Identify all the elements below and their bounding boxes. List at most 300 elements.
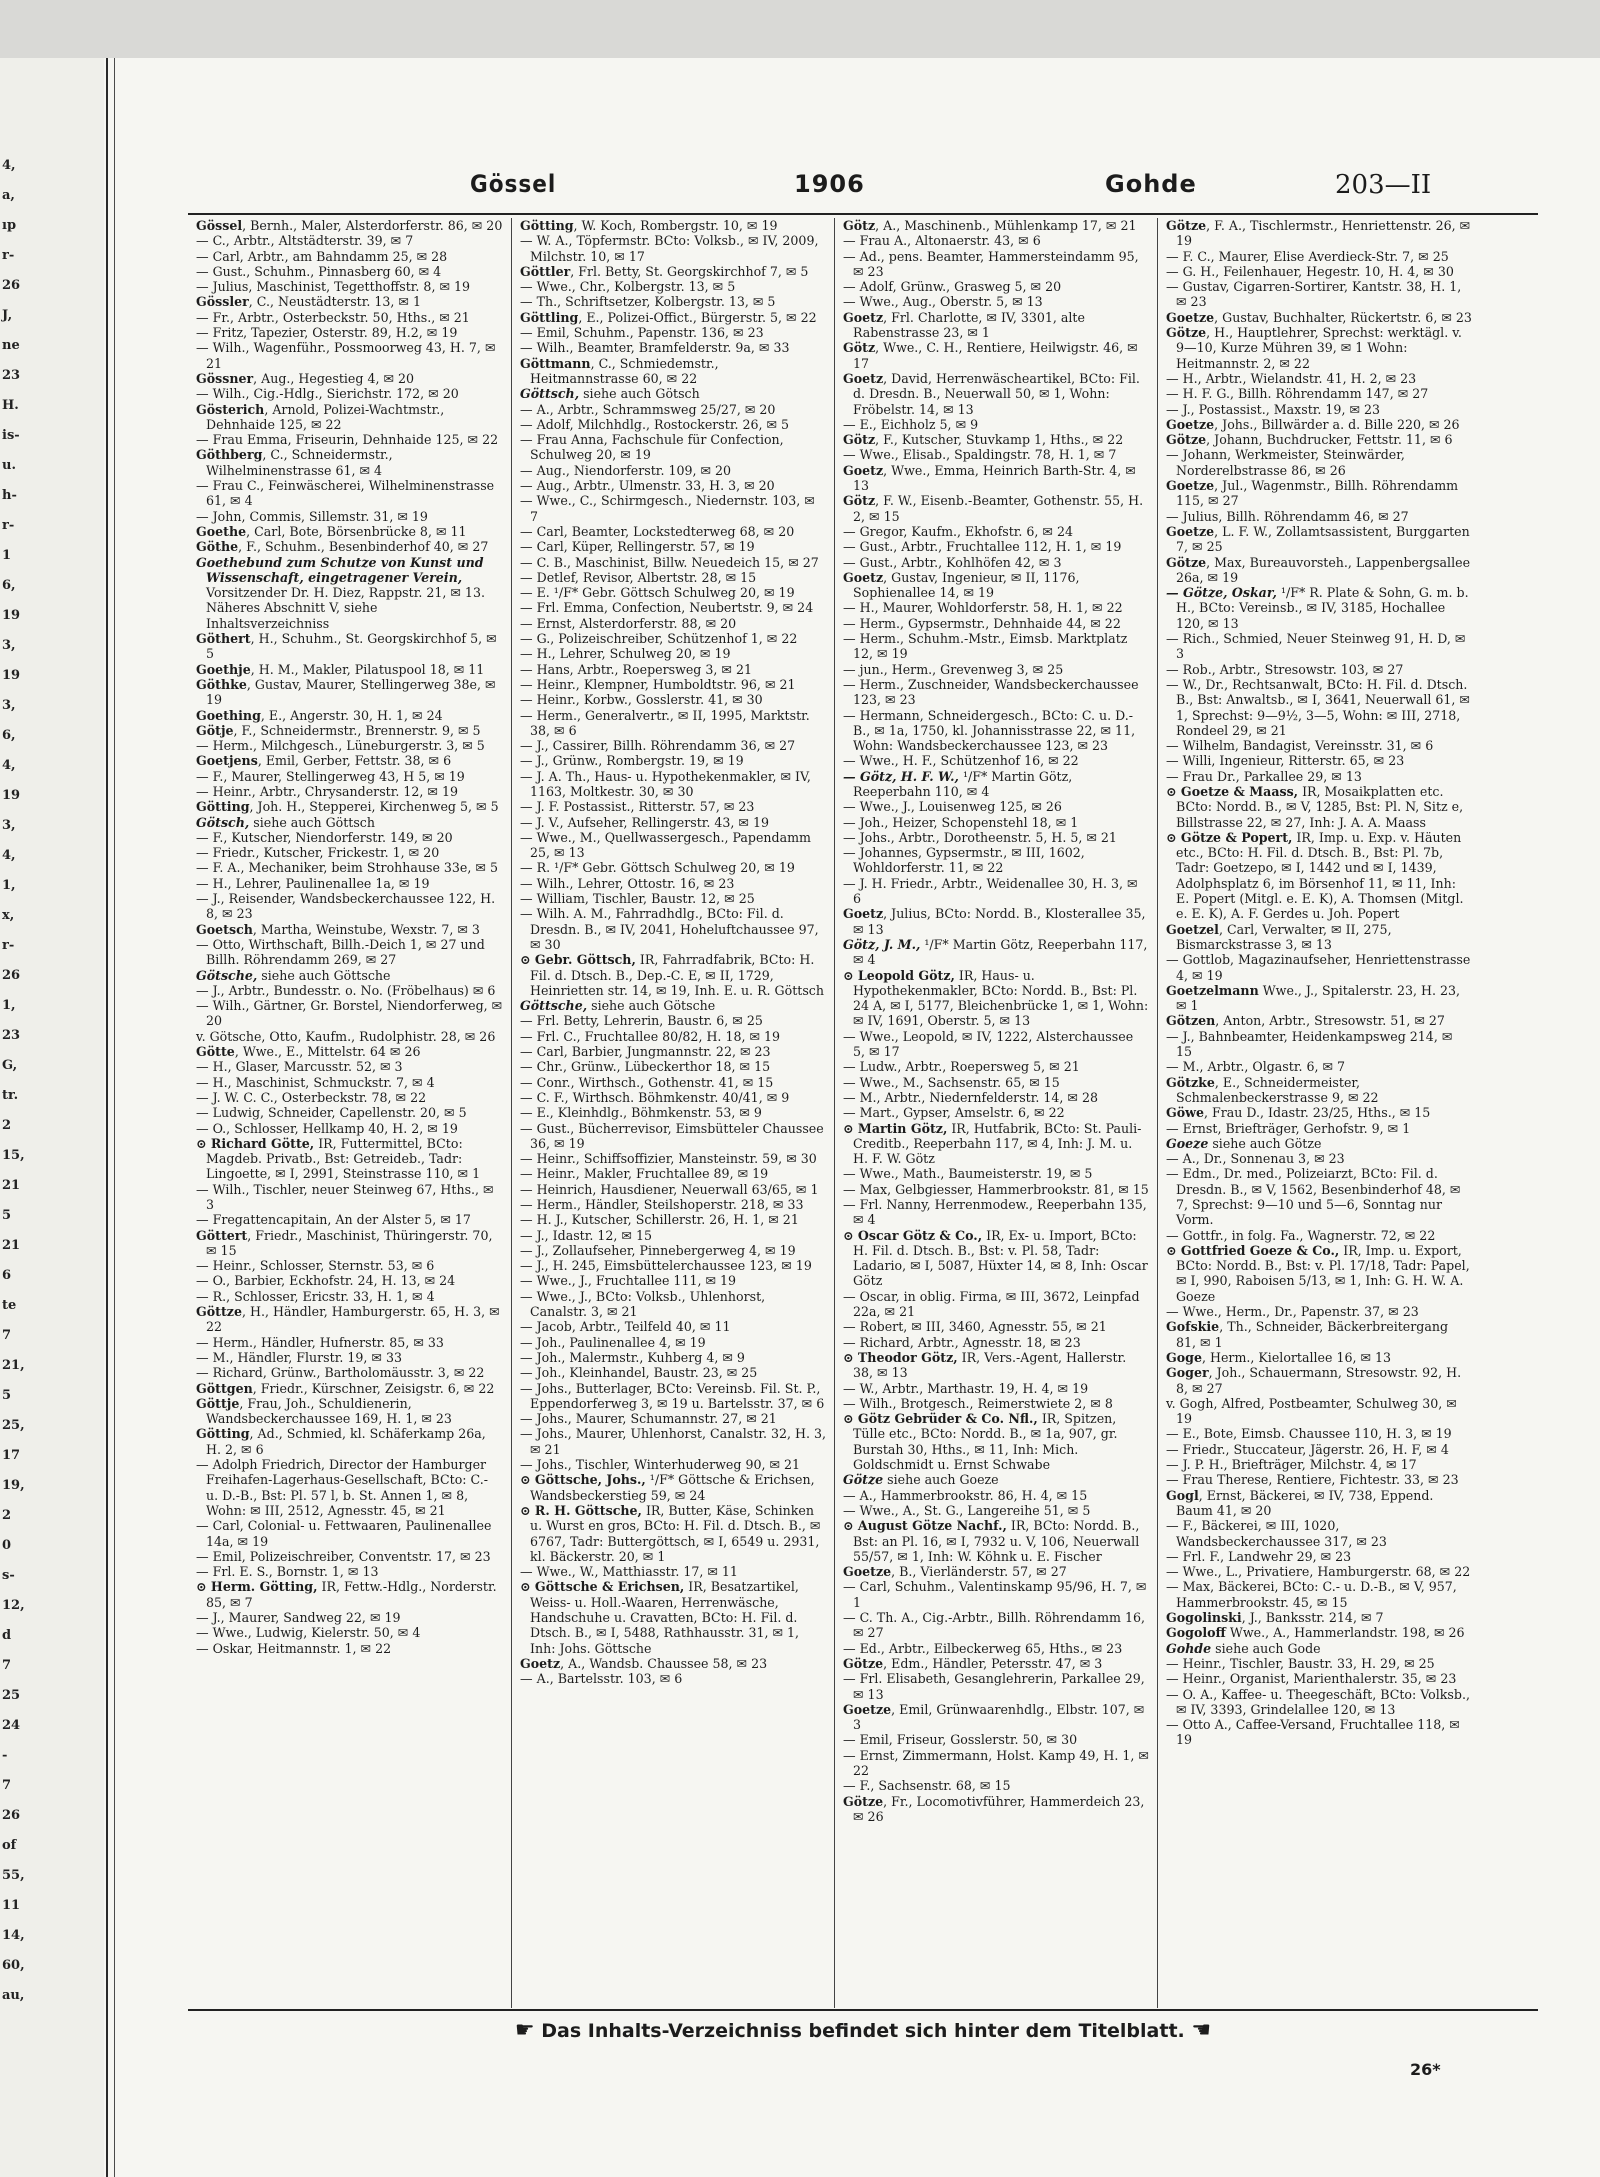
entry-name: Gogl	[1166, 1487, 1199, 1503]
directory-entry	[843, 1518, 1149, 1564]
directory-columns	[188, 218, 1538, 2008]
entry-details: — Wilh. A. M., Fahrradhdlg., BCto: Fil. d. Dresdn. B., ✉ IV, 2041, Hoheluftchaussee 97, ✉ 30	[520, 906, 819, 952]
directory-entry	[843, 600, 1149, 615]
directory-page	[148, 58, 1538, 2177]
directory-entry	[196, 294, 503, 309]
entry-details: — J., Cassirer, Billh. Röhrendamm 36, ✉ 27	[520, 738, 796, 754]
edge-fragment: 3,	[2, 638, 16, 653]
entry-details: IR, Fettw.-Hdlg., Norderstr. 85, ✉ 7	[206, 1579, 497, 1610]
directory-entry	[1166, 830, 1472, 922]
directory-entry	[196, 264, 503, 279]
directory-entry	[196, 1350, 503, 1365]
pointing-hand-left-icon: ☛	[514, 2018, 535, 2043]
sheet-number: 26*	[1410, 2060, 1441, 2079]
directory-entry	[843, 340, 1149, 371]
entry-details: — jun., Herm., Grevenweg 3, ✉ 25	[843, 661, 1064, 677]
directory-entry	[520, 555, 826, 570]
directory-entry	[843, 1748, 1149, 1779]
entry-details: , C., Neustädterstr. 13, ✉ 1	[248, 294, 421, 310]
column-4	[1157, 218, 1480, 2008]
directory-entry	[1166, 1151, 1472, 1166]
directory-entry	[1166, 1656, 1472, 1671]
directory-entry	[520, 294, 826, 309]
entry-details: — Frl. Betty, Lehrerin, Baustr. 6, ✉ 25	[520, 1013, 763, 1029]
directory-entry	[196, 218, 503, 233]
edge-fragment: 19	[2, 788, 21, 803]
edge-fragment: J,	[2, 308, 13, 323]
directory-entry	[196, 815, 503, 830]
entry-name: Göttmann	[520, 355, 591, 371]
entry-name: ⊙ Gebr. Göttsch,	[520, 952, 636, 968]
entry-details: , Friedr., Kürschner, Zeisigstr. 6, ✉ 22	[252, 1380, 495, 1396]
directory-entry	[196, 524, 503, 539]
entry-name: Goethje	[196, 661, 251, 677]
edge-fragment: 6,	[2, 728, 16, 743]
edge-fragment: 19	[2, 608, 21, 623]
column-3	[834, 218, 1157, 2008]
entry-details: — Rob., Arbtr., Stresowstr. 103, ✉ 27	[1166, 661, 1404, 677]
directory-entry	[196, 1090, 503, 1105]
directory-entry	[843, 708, 1149, 754]
directory-entry	[196, 539, 503, 554]
edge-fragment: 7	[2, 1328, 12, 1343]
entry-name: ⊙ Herm. Götting,	[196, 1579, 318, 1595]
directory-entry	[520, 1319, 826, 1334]
directory-entry	[843, 937, 1149, 968]
entry-details: — J., H. 245, Eimsbüttelerchaussee 123, ✉ 19	[520, 1258, 812, 1274]
entry-details: — C., Arbtr., Altstädterstr. 39, ✉ 7	[196, 233, 414, 249]
directory-entry	[843, 799, 1149, 814]
directory-entry	[1166, 1136, 1472, 1151]
entry-details: ¹/F* Göttsche & Erichsen, Wandsbeckerstieg 59, ✉ 24	[530, 1472, 815, 1503]
directory-entry	[196, 830, 503, 845]
entry-details: v. Götsche, Otto, Kaufm., Rudolphistr. 28, ✉ 26	[196, 1028, 496, 1044]
header-page-number: 203—II	[1335, 170, 1432, 200]
directory-entry	[520, 998, 826, 1013]
entry-details: — Joh., Heizer, Schopenstehl 18, ✉ 1	[843, 814, 1079, 830]
directory-entry	[520, 264, 826, 279]
directory-entry	[520, 1335, 826, 1350]
entry-details: IR, Haus- u. Hypothekenmakler, BCto: Nordd. B., Bst: Pl. 24 A, ✉ I, 5177, Bleichenbrücke 1, ✉ 1, Wohn: ✉ IV, 1691, Oberstr. 5, ✉ 13	[853, 967, 1149, 1029]
directory-entry	[1166, 447, 1472, 478]
entry-details: — Joh., Malermstr., Kuhberg 4, ✉ 9	[520, 1349, 745, 1365]
directory-entry	[1166, 478, 1472, 509]
directory-entry	[1166, 1105, 1472, 1120]
directory-entry	[196, 1365, 503, 1380]
entry-details: , Johann, Buchdrucker, Fettstr. 11, ✉ 6	[1206, 432, 1453, 448]
directory-entry	[1166, 1426, 1472, 1441]
entry-details: — Wilh., Lehrer, Ottostr. 16, ✉ 23	[520, 875, 735, 891]
directory-entry	[520, 769, 826, 800]
directory-entry	[196, 1641, 503, 1656]
directory-entry	[1166, 432, 1472, 447]
directory-entry	[1166, 249, 1472, 264]
directory-entry	[1166, 310, 1472, 325]
entry-details: — Heinr., Schlosser, Sternstr. 53, ✉ 6	[196, 1258, 435, 1274]
entry-details: — Carl, Schuhm., Valentinskamp 95/96, H. 7, ✉ 1	[843, 1579, 1147, 1610]
entry-details: ¹/F* Martin Götz, Reeperbahn 110, ✉ 4	[853, 768, 1073, 799]
directory-entry	[520, 1182, 826, 1197]
entry-name: Goetze	[1166, 523, 1215, 539]
entry-details: — Herm., Milchgesch., Lüneburgerstr. 3, ✉ 5	[196, 738, 485, 754]
entry-details: — J. W. C. C., Osterbeckstr. 78, ✉ 22	[196, 1089, 427, 1105]
entry-details: — H., Lehrer, Schulweg 20, ✉ 19	[520, 646, 731, 662]
directory-entry	[1166, 1350, 1472, 1365]
entry-details: — Gregor, Kaufm., Ekhofstr. 6, ✉ 24	[843, 523, 1074, 539]
entry-details: siehe auch Götsche	[587, 998, 716, 1014]
directory-entry	[196, 402, 503, 433]
edge-fragment: G,	[2, 1058, 18, 1073]
directory-entry	[196, 1121, 503, 1136]
entry-details: , B., Vierländerstr. 57, ✉ 27	[891, 1564, 1067, 1580]
entry-details: — Wwe., M., Quellwassergesch., Papendamm 25, ✉ 13	[520, 829, 811, 861]
edge-fragment: 14,	[2, 1928, 25, 1943]
directory-entry	[196, 1426, 503, 1457]
entry-details: , Johs., Billwärder a. d. Bille 220, ✉ 26	[1214, 416, 1460, 432]
gutter-rule	[106, 58, 108, 2177]
edge-fragment: 7	[2, 1778, 12, 1793]
directory-entry	[520, 616, 826, 631]
directory-entry	[843, 555, 1149, 570]
entry-name: Goetze	[1166, 478, 1215, 494]
entry-details: — Carl, Barbier, Jungmannstr. 22, ✉ 23	[520, 1044, 771, 1060]
entry-details: — Heinr., Organist, Marienthalerstr. 35, ✉ 23	[1166, 1671, 1457, 1687]
entry-details: — Friedr., Kutscher, Frickestr. 1, ✉ 20	[196, 845, 440, 861]
directory-entry	[196, 1182, 503, 1213]
entry-details: siehe auch Götsch	[579, 386, 700, 402]
directory-entry	[196, 738, 503, 753]
edge-fragment: r-	[2, 518, 15, 533]
directory-entry	[1166, 1717, 1472, 1748]
directory-entry	[1166, 1121, 1472, 1136]
entry-details: , Joh. H., Stepperei, Kirchenweg 5, ✉ 5	[249, 799, 499, 815]
entry-details: — Gustav, Cigarren-Sortirer, Kantstr. 38, H. 1, ✉ 23	[1166, 279, 1462, 310]
directory-entry	[843, 249, 1149, 280]
entry-details: — Johs., Arbtr., Dorotheenstr. 5, H. 5, ✉ 21	[843, 829, 1117, 845]
entry-name: Göttze	[196, 1304, 242, 1320]
entry-details: — Wwe., W., Matthiasstr. 17, ✉ 11	[520, 1564, 738, 1580]
entry-details: — Otto A., Caffee-Versand, Fruchtallee 118, ✉ 19	[1166, 1717, 1460, 1748]
entry-details: , H., Hauptlehrer, Sprechst: werktägl. v. 9—10, Kurze Mühren 39, ✉ 1 Wohn: Heitmannstr. 2, ✉ 22	[1176, 325, 1462, 371]
entry-details: IR, Fahrradfabrik, BCto: H. Fil. d. Dtsch. B., Dep.-C. E, ✉ II, 1729, Heinrietten str. 14, ✉ 19, Inh. E. u. R. Göttsch	[530, 952, 824, 998]
entry-details: , Carl, Verwalter, ✉ II, 275, Bismarckstrasse 3, ✉ 13	[1176, 921, 1392, 952]
directory-entry	[520, 708, 826, 739]
entry-details: — Max, Gelbgiesser, Hammerbrookstr. 81, ✉ 15	[843, 1181, 1149, 1197]
directory-entry	[843, 753, 1149, 768]
entry-details: , Martha, Weinstube, Wexstr. 7, ✉ 3	[252, 921, 480, 937]
entry-name: Göwe	[1166, 1105, 1205, 1121]
directory-entry	[520, 1151, 826, 1166]
entry-details: — F., Bäckerei, ✉ III, 1020, Wandsbeckerchaussee 317, ✉ 23	[1166, 1518, 1387, 1549]
entry-details: — Frau Anna, Fachschule für Confection, Schulweg 20, ✉ 19	[520, 432, 784, 463]
directory-entry	[1166, 1442, 1472, 1457]
edge-fragment: -	[2, 1748, 8, 1763]
entry-details: — Robert, ✉ III, 3460, Agnesstr. 55, ✉ 21	[843, 1319, 1107, 1335]
entry-details: , E., Angerstr. 30, H. 1, ✉ 24	[260, 707, 443, 723]
header-year: 1906	[794, 170, 865, 198]
entry-details: — J. P. H., Briefträger, Milchstr. 4, ✉ 17	[1166, 1457, 1417, 1473]
entry-details: , Jul., Wagenmstr., Billh. Röhrendamm 115, ✉ 27	[1176, 478, 1459, 509]
entry-name: ⊙ R. H. Göttsche,	[520, 1502, 642, 1518]
entry-name: Götzke	[1166, 1074, 1215, 1090]
directory-entry	[1166, 1671, 1472, 1686]
entry-details: , Emil, Grünwaarenhdlg., Elbstr. 107, ✉ 3	[853, 1701, 1145, 1733]
directory-entry	[520, 1564, 826, 1579]
edge-fragment: 21	[2, 1238, 21, 1253]
entry-details: — Conr., Wirthsch., Gothenstr. 41, ✉ 15	[520, 1074, 774, 1090]
entry-details: — Heinr., Klempner, Humboldtstr. 96, ✉ 21	[520, 676, 796, 692]
entry-details: — E., Bote, Eimsb. Chaussee 110, H. 3, ✉ 19	[1166, 1426, 1452, 1442]
directory-entry	[843, 1105, 1149, 1120]
entry-name: Goething	[196, 707, 261, 723]
directory-entry	[1166, 1319, 1472, 1350]
entry-details: — Adolf, Grünw., Grasweg 5, ✉ 20	[843, 279, 1062, 295]
entry-name: ⊙ August Götze Nachf.,	[843, 1518, 1007, 1534]
directory-entry	[196, 1625, 503, 1640]
entry-name: Götting	[196, 799, 250, 815]
entry-details: — Rich., Schmied, Neuer Steinweg 91, H. D, ✉ 3	[1166, 631, 1466, 662]
entry-name: Goetjens	[196, 753, 258, 769]
directory-entry	[520, 1503, 826, 1564]
entry-details: — Johs., Maurer, Schumannstr. 27, ✉ 21	[520, 1411, 777, 1427]
entry-name: ⊙ Gottfried Goeze & Co.,	[1166, 1242, 1340, 1258]
entry-heading: Götz, J. M.,	[843, 936, 921, 952]
entry-details: — Frau Dr., Parkallee 29, ✉ 13	[1166, 768, 1362, 784]
directory-entry	[1166, 738, 1472, 753]
directory-entry	[1166, 325, 1472, 371]
entry-details: — H., Maschinist, Schmuckstr. 7, ✉ 4	[196, 1074, 435, 1090]
entry-details: — Ernst, Briefträger, Gerhofstr. 9, ✉ 1	[1166, 1120, 1411, 1136]
entry-details: — Otto, Wirthschaft, Billh.-Deich 1, ✉ 27 und Billh. Röhrendamm 269, ✉ 27	[196, 936, 485, 968]
directory-entry	[520, 493, 826, 524]
entry-name: Göttert	[196, 1227, 248, 1243]
edge-fragment: 1	[2, 548, 12, 563]
directory-entry	[1166, 1472, 1472, 1487]
entry-name: Götz	[843, 493, 876, 509]
directory-entry	[843, 968, 1149, 1029]
entry-details: — F., Kutscher, Niendorferstr. 149, ✉ 20	[196, 829, 453, 845]
entry-details: — Ad., pens. Beamter, Hammersteindamm 95, ✉ 23	[843, 248, 1139, 279]
entry-details: , C., Schmiedemstr., Heitmannstrasse 60, ✉ 22	[530, 355, 719, 386]
entry-details: — Wilh., Wagenführ., Possmoorweg 43, H. 7, ✉ 21	[196, 340, 496, 371]
directory-entry	[1166, 677, 1472, 738]
entry-details: — Heinr., Makler, Fruchtallee 89, ✉ 19	[520, 1166, 769, 1182]
entry-details: — Gust., Schuhm., Pinnasberg 60, ✉ 4	[196, 263, 442, 279]
entry-details: — Oscar, in oblig. Firma, ✉ III, 3672, Leinpfad 22a, ✉ 21	[843, 1288, 1140, 1320]
directory-entry	[196, 937, 503, 968]
entry-details: — A., Hammerbrookstr. 86, H. 4, ✉ 15	[843, 1487, 1088, 1503]
edge-fragment: 1,	[2, 998, 16, 1013]
directory-entry	[843, 1503, 1149, 1518]
entry-details: — Aug., Arbtr., Ulmenstr. 33, H. 3, ✉ 20	[520, 478, 775, 494]
edge-fragment: 15,	[2, 1148, 25, 1163]
directory-entry	[196, 998, 503, 1029]
entry-name: Göttgen	[196, 1380, 253, 1396]
entry-name: Gofskie	[1166, 1319, 1220, 1335]
entry-details: — J., Grünw., Rombergstr. 19, ✉ 19	[520, 753, 744, 769]
entry-details: — Emil, Schuhm., Papenstr. 136, ✉ 23	[520, 325, 764, 341]
entry-details: — Richard, Arbtr., Agnesstr. 18, ✉ 23	[843, 1334, 1081, 1350]
entry-details: — Heinr., Arbtr., Chrysanderstr. 12, ✉ 19	[196, 783, 458, 799]
directory-entry	[1166, 585, 1472, 631]
directory-entry	[196, 1228, 503, 1259]
entry-details: — Wwe., M., Sachsenstr. 65, ✉ 15	[843, 1074, 1060, 1090]
entry-details: , Emil, Gerber, Fettstr. 38, ✉ 6	[257, 753, 452, 769]
edge-fragment: 19,	[2, 1478, 25, 1493]
entry-details: — Wwe., C., Schirmgesch., Niedernstr. 103, ✉ 7	[520, 493, 815, 524]
directory-entry	[843, 1656, 1149, 1671]
entry-heading: Göttsch,	[520, 386, 580, 402]
edge-fragment: a,	[2, 188, 15, 203]
directory-entry	[1166, 1243, 1472, 1304]
entry-details: , F. A., Tischlermstr., Henriettenstr. 26, ✉ 19	[1176, 218, 1471, 249]
entry-details: , Bernh., Maler, Alsterdorferstr. 86, ✉ 20	[242, 218, 503, 233]
directory-entry	[1166, 952, 1472, 983]
header-last-entry: Gohde	[1105, 170, 1197, 198]
entry-details: — Heinr., Korbw., Gosslerstr. 41, ✉ 30	[520, 692, 763, 708]
entry-details: — J., Zollaufseher, Pinnebergerweg 4, ✉ 19	[520, 1242, 796, 1258]
directory-entry	[196, 249, 503, 264]
entry-details: — H., Lehrer, Paulinenallee 1a, ✉ 19	[196, 875, 430, 891]
directory-entry	[1166, 784, 1472, 830]
entry-name: Goetz	[843, 462, 884, 478]
entry-details: ¹/F* Martin Götz, Reeperbahn 117, ✉ 4	[853, 936, 1148, 968]
directory-entry	[520, 677, 826, 692]
directory-entry	[1166, 1518, 1472, 1549]
entry-details: , Ad., Schmied, kl. Schäferkamp 26a, H. 2, ✉ 6	[206, 1426, 486, 1457]
edge-fragment: 5	[2, 1208, 12, 1223]
entry-details: — H., Arbtr., Wielandstr. 41, H. 2, ✉ 23	[1166, 370, 1417, 386]
entry-details: — J. H. Friedr., Arbtr., Weidenallee 30, H. 3, ✉ 6	[843, 875, 1138, 907]
entry-details: , F. W., Eisenb.-Beamter, Gothenstr. 55, H. 2, ✉ 15	[853, 493, 1144, 524]
directory-entry	[520, 952, 826, 998]
directory-entry	[1166, 1166, 1472, 1227]
directory-entry	[520, 1472, 826, 1503]
edge-fragment: 17	[2, 1448, 21, 1463]
entry-details: — Heinrich, Hausdiener, Neuerwall 63/65, ✉ 1	[520, 1181, 819, 1197]
directory-entry	[1166, 1625, 1472, 1640]
directory-entry	[843, 432, 1149, 447]
directory-entry	[196, 1564, 503, 1579]
directory-entry	[843, 463, 1149, 494]
entry-details: , A., Maschinenb., Mühlenkamp 17, ✉ 21	[875, 218, 1137, 233]
directory-entry	[520, 386, 826, 401]
entry-details: — Heinr., Schiffsoffizier, Mansteinstr. 59, ✉ 30	[520, 1151, 817, 1167]
directory-entry	[1166, 769, 1472, 784]
entry-details: , C., Schneidermstr., Wilhelminenstrasse 61, ✉ 4	[206, 447, 393, 478]
edge-fragment: r-	[2, 938, 15, 953]
entry-details: — C. Th. A., Cig.-Arbtr., Billh. Röhrendamm 16, ✉ 27	[843, 1610, 1145, 1641]
entry-details: , J., Banksstr. 214, ✉ 7	[1241, 1610, 1384, 1626]
directory-entry	[843, 524, 1149, 539]
entry-details: , Edm., Händler, Petersstr. 47, ✉ 3	[883, 1655, 1103, 1671]
entry-details: Vorsitzender Dr. H. Diez, Rappstr. 21, ✉ 13. Näheres Abschnitt V, siehe Inhaltsverzeichniss	[206, 585, 485, 631]
running-header	[148, 170, 1538, 210]
entry-details: , Friedr., Maschinist, Thüringerstr. 70, ✉ 15	[206, 1227, 493, 1258]
entry-details: , Gustav, Buchhalter, Rückertstr. 6, ✉ 23	[1214, 309, 1472, 325]
directory-entry	[1166, 1304, 1472, 1319]
entry-details: — Wwe., Ludwig, Kielerstr. 50, ✉ 4	[196, 1625, 421, 1641]
entry-details: — A., Arbtr., Schrammsweg 25/27, ✉ 20	[520, 401, 776, 417]
edge-fragment: 4,	[2, 758, 16, 773]
directory-entry	[520, 631, 826, 646]
entry-details: , Frau D., Idastr. 23/25, Hths., ✉ 15	[1204, 1105, 1431, 1121]
directory-entry	[520, 585, 826, 600]
entry-details: — Frau C., Feinwäscherei, Wilhelminenstrasse 61, ✉ 4	[196, 478, 495, 509]
directory-entry	[843, 1029, 1149, 1060]
entry-details: siehe auch Götze	[1208, 1135, 1322, 1151]
entry-name: Goetzel	[1166, 921, 1219, 937]
directory-entry	[1166, 524, 1472, 555]
entry-name: Göthert	[196, 631, 251, 647]
directory-entry	[843, 294, 1149, 309]
edge-fragment: 6,	[2, 578, 16, 593]
entry-details: , L. F. W., Zollamtsassistent, Burggarten 7, ✉ 25	[1176, 523, 1470, 555]
directory-entry	[520, 1090, 826, 1105]
directory-entry	[520, 692, 826, 707]
entry-details: — Wwe., H. F., Schützenhof 16, ✉ 22	[843, 753, 1079, 769]
entry-details: — Johs., Maurer, Uhlenhorst, Canalstr. 32, H. 3, ✉ 21	[520, 1426, 826, 1457]
edge-fragment: 25,	[2, 1418, 25, 1433]
directory-entry	[520, 1044, 826, 1059]
directory-entry	[843, 616, 1149, 631]
directory-entry	[843, 570, 1149, 601]
entry-details: siehe auch Göttsche	[257, 967, 391, 983]
entry-details: — J., Idastr. 12, ✉ 15	[520, 1227, 652, 1243]
entry-details: — J. F. Postassist., Ritterstr. 57, ✉ 23	[520, 799, 755, 815]
directory-entry	[843, 1641, 1149, 1656]
directory-entry	[1166, 1549, 1472, 1564]
entry-details: , H., Schuhm., St. Georgskirchhof 5, ✉ 5	[206, 631, 497, 662]
directory-entry	[196, 1457, 503, 1518]
edge-fragment: h-	[2, 488, 17, 503]
directory-entry	[1166, 1013, 1472, 1028]
directory-entry	[1166, 1029, 1472, 1060]
entry-details: — F. C., Maurer, Elise Averdieck-Str. 7, ✉ 25	[1166, 248, 1449, 264]
directory-entry	[843, 1182, 1149, 1197]
entry-name: Götze	[1166, 554, 1207, 570]
entry-name: ⊙ Richard Götte,	[196, 1135, 315, 1151]
entry-details: — Wwe., L., Privatiere, Hamburgerstr. 68, ✉ 22	[1166, 1564, 1471, 1580]
entry-name: Götz	[843, 340, 876, 356]
edge-fragment: is-	[2, 428, 20, 443]
directory-entry	[1166, 1579, 1472, 1610]
entry-details: — J., Bahnbeamter, Heidenkampsweg 214, ✉ 15	[1166, 1028, 1453, 1060]
entry-details: — William, Tischler, Baustr. 12, ✉ 25	[520, 891, 755, 907]
directory-entry	[196, 1258, 503, 1273]
entry-name: Goetze	[1166, 309, 1215, 325]
directory-entry	[196, 708, 503, 723]
footer-text: Das Inhalts-Verzeichniss befindet sich hinter dem Titelblatt.	[541, 2020, 1185, 2042]
entry-details: — O. A., Kaffee- u. Theegeschäft, BCto: Volksb., ✉ IV, 3393, Grindelallee 120, ✉ 13	[1166, 1686, 1470, 1717]
entry-details: — F., Maurer, Stellingerweg 43, H 5, ✉ 19	[196, 768, 465, 784]
entry-name: Goetz	[843, 309, 884, 325]
directory-entry	[196, 799, 503, 814]
directory-entry	[843, 1381, 1149, 1396]
entry-details: — M., Händler, Flurstr. 19, ✉ 33	[196, 1349, 402, 1365]
entry-details: — E. ¹/F* Gebr. Göttsch Schulweg 20, ✉ 19	[520, 585, 795, 601]
directory-entry	[843, 233, 1149, 248]
edge-fragment: 21,	[2, 1358, 25, 1373]
entry-details: — Aug., Niendorferstr. 109, ✉ 20	[520, 462, 732, 478]
entry-heading: Gohde	[1166, 1640, 1212, 1656]
directory-entry	[196, 723, 503, 738]
directory-entry	[520, 325, 826, 340]
entry-details: — M., Arbtr., Olgastr. 6, ✉ 7	[1166, 1059, 1346, 1075]
entry-name: Götte	[196, 1044, 235, 1060]
entry-details: — Wilh., Beamter, Bramfelderstr. 9a, ✉ 33	[520, 340, 790, 356]
entry-details: — J., Maurer, Sandweg 22, ✉ 19	[196, 1610, 401, 1626]
